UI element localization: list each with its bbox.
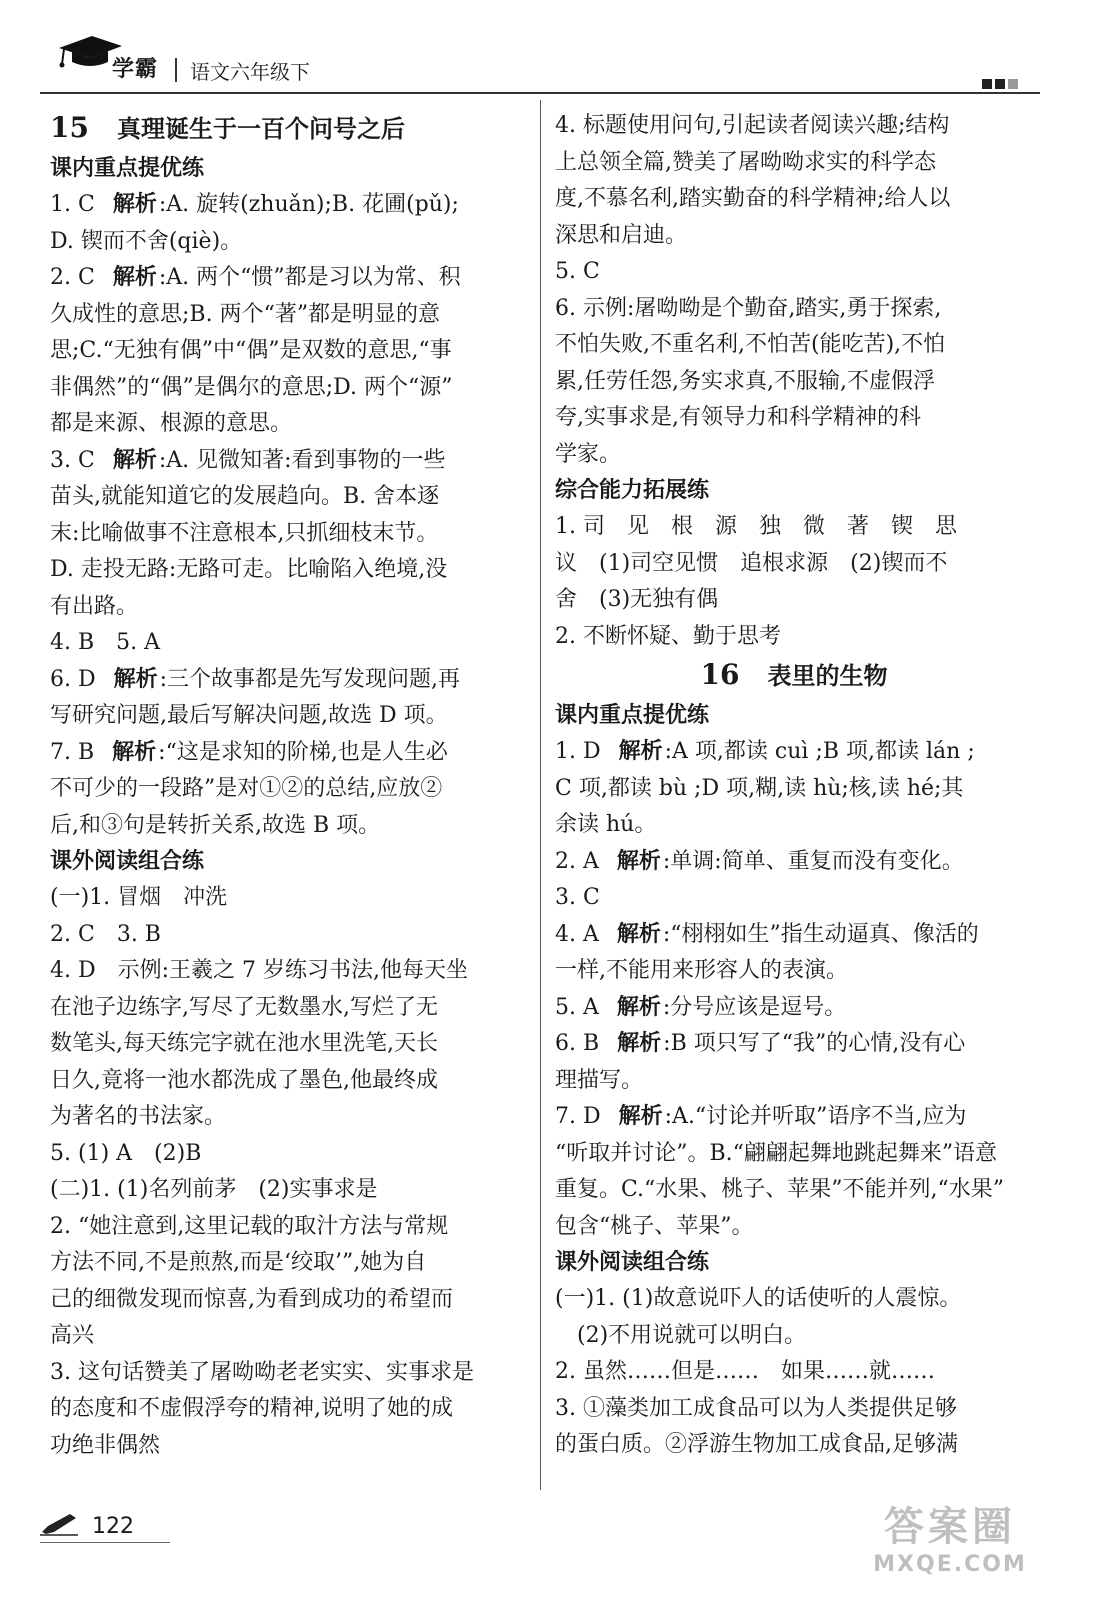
section-heading: 课内重点提优练 (50, 156, 205, 181)
answer-line: 议 (1)司空见惯 追根求源 (2)锲而不 (555, 550, 948, 576)
answer-item: (一)1. (1)故意说吓人的话使听的人震惊。 (555, 1286, 962, 1311)
answer-line: 功绝非偶然 (50, 1432, 161, 1458)
answer-item: 3. C 解析:A. 见微知著:看到事物的一些 (50, 447, 446, 473)
answer-line: 久成性的意思;B. 两个“著”都是明显的意 (50, 301, 441, 327)
header-decoration (979, 74, 1018, 93)
answer-line: 都是来源、根源的意思。 (50, 411, 293, 436)
left-column (50, 108, 528, 1464)
answer-line: 非偶然”的“偶”是偶尔的意思;D. 两个“源” (50, 374, 453, 400)
answer-line: 在池子边练字,写尽了无数墨水,写烂了无 (50, 994, 438, 1020)
answer-item: 6. B 解析:B 项只写了“我”的心情,没有心 (555, 1031, 966, 1056)
answer-item: 4. 标题使用问句,引起读者阅读兴趣;结构 (555, 113, 950, 138)
answer-line: 为著名的书法家。 (50, 1104, 227, 1129)
section-heading: 综合能力拓展练 (555, 478, 710, 503)
answer-line: 余读 hú。 (555, 812, 657, 837)
answer-item: 2. C 3. B (50, 921, 161, 947)
answer-line: 日久,竟将一池水都洗成了墨色,他最终成 (50, 1067, 438, 1093)
answer-line: “听取并讨论”。B.“翩翩起舞地跳起舞来”语意 (555, 1140, 998, 1166)
answer-item: 4. B 5. A (50, 630, 161, 655)
column-divider (540, 100, 541, 1490)
answer-line: 重复。C.“水果、桃子、苹果”不能并列,“水果” (555, 1177, 1005, 1202)
answer-line: 不可少的一段路”是对①②的总结,应放② (50, 776, 443, 801)
answer-line: 舍 (3)无独有偶 (555, 587, 719, 612)
brand-logo-text: 学霸 (112, 57, 159, 82)
section-heading: 课外阅读组合练 (50, 849, 205, 874)
answer-item: 1. D 解析:A 项,都读 cuì ;B 项,都读 lán ; (555, 739, 975, 764)
watermark-logo: 答案圈 (884, 1504, 1016, 1550)
answer-item: 6. 示例:屠呦呦是个勤奋,踏实,勇于探索, (555, 295, 942, 321)
answer-item: 3. ①藻类加工成食品可以为人类提供足够 (555, 1395, 957, 1421)
page-number: 122 (92, 1514, 134, 1539)
answer-item: 1. C 解析:A. 旋转(zhuǎn);B. 花圃(pǔ); (50, 192, 459, 217)
answer-item: 1. 司 见 根 源 独 微 著 锲 思 (555, 514, 957, 539)
page-header (40, 22, 1040, 94)
answer-line: 深思和启迪。 (555, 222, 688, 248)
answer-item: 5. A 解析:分号应该是逗号。 (555, 994, 847, 1020)
answer-item: 2. 虽然……但是…… 如果……就…… (555, 1359, 935, 1384)
footer-rule (40, 1542, 170, 1543)
right-column (555, 108, 1033, 1464)
answer-line: 不怕失败,不重名利,不怕苦(能吃苦),不怕 (555, 332, 946, 357)
answer-item: 5. C (555, 259, 600, 284)
answer-line: 包含“桃子、苹果”。 (555, 1213, 754, 1239)
answer-line: 度,不慕名利,踏实勤奋的科学精神;给人以 (555, 186, 951, 211)
answer-item: 5. (1) A (2)B (50, 1140, 202, 1166)
answer-item: 7. D 解析:A.“讨论并听取”语序不当,应为 (555, 1104, 967, 1129)
answer-item: 2. 不断怀疑、勤于思考 (555, 623, 781, 649)
answer-item: (一)1. 冒烟 冲洗 (50, 885, 228, 910)
answer-line: 数笔头,每天练完字就在池水里洗笔,天长 (50, 1031, 438, 1056)
book-title: 语文六年级下 (190, 60, 310, 84)
answer-item: 4. A 解析:“栩栩如生”指生动逼真、像活的 (555, 921, 979, 947)
answer-line: 有出路。 (50, 593, 139, 619)
lesson-15-title: 15 真理诞生于一百个问号之后 (50, 111, 405, 144)
answer-item: 2. A 解析:单调:简单、重复而没有变化。 (555, 848, 964, 874)
answer-line: 的蛋白质。②浮游生物加工成食品,足够满 (555, 1432, 958, 1457)
section-heading: 课外阅读组合练 (555, 1250, 710, 1275)
answer-line: 思;C.“无独有偶”中“偶”是双数的意思,“事 (50, 338, 452, 363)
answer-line: 方法不同,不是煎熬,而是‘绞取’”,她为自 (50, 1250, 427, 1275)
watermark-url: MXQE.COM (873, 1552, 1027, 1577)
answer-line: C 项,都读 bù ;D 项,糊,读 hù;核,读 hé;其 (555, 775, 964, 801)
answer-item: (二)1. (1)名列前茅 (2)实事求是 (50, 1177, 378, 1202)
answer-line: 苗头,就能知道它的发展趋向。B. 舍本逐 (50, 484, 440, 509)
answer-item: 2. “她注意到,这里记载的取汁方法与常规 (50, 1213, 449, 1239)
answer-line: 己的细微发现而惊喜,为看到成功的希望而 (50, 1286, 453, 1312)
answer-line: 学家。 (555, 441, 622, 467)
pencil-icon (40, 1512, 80, 1536)
answer-line: 高兴 (50, 1323, 95, 1348)
answer-line: 理描写。 (555, 1067, 644, 1093)
answer-item: D. 锲而不舍(qiè)。 (50, 228, 243, 254)
watermark (820, 1495, 1080, 1595)
answer-line: 的态度和不虚假浮夸的精神,说明了她的成 (50, 1396, 453, 1421)
answer-item: 2. C 解析:A. 两个“惯”都是习以为常、积 (50, 265, 461, 290)
answer-line: 写研究问题,最后写解决问题,故选 D 项。 (50, 703, 448, 728)
answer-line: 累,任劳任怨,务实求真,不服输,不虚假浮 (555, 368, 935, 394)
answer-item: 3. C (555, 885, 600, 910)
answer-line: 后,和③句是转折关系,故选 B 项。 (50, 812, 381, 838)
answer-line: 末:比喻做事不注意根本,只抓细枝末节。 (50, 520, 439, 546)
answer-line: 夸,实事求是,有领导力和科学精神的科 (555, 405, 921, 430)
answer-item: 4. D 示例:王羲之 7 岁练习书法,他每天坐 (50, 958, 469, 983)
answer-line: 上总领全篇,赞美了屠呦呦求实的科学态 (555, 149, 936, 175)
answer-item: 7. B 解析:“这是求知的阶梯,也是人生必 (50, 739, 448, 765)
section-heading: 课内重点提优练 (555, 703, 710, 728)
answer-line: D. 走投无路:无路可走。比喻陷入绝境,没 (50, 557, 448, 582)
answer-item: 6. D 解析:三个故事都是先写发现问题,再 (50, 666, 461, 692)
answer-item: 3. 这句话赞美了屠呦呦老老实实、实事求是 (50, 1359, 474, 1385)
answer-line: 一样,不能用来形容人的表演。 (555, 958, 848, 983)
lesson-16-title: 16 表里的生物 (700, 658, 888, 691)
header-separator (175, 58, 177, 82)
answer-line: (2)不用说就可以明白。 (577, 1322, 807, 1348)
